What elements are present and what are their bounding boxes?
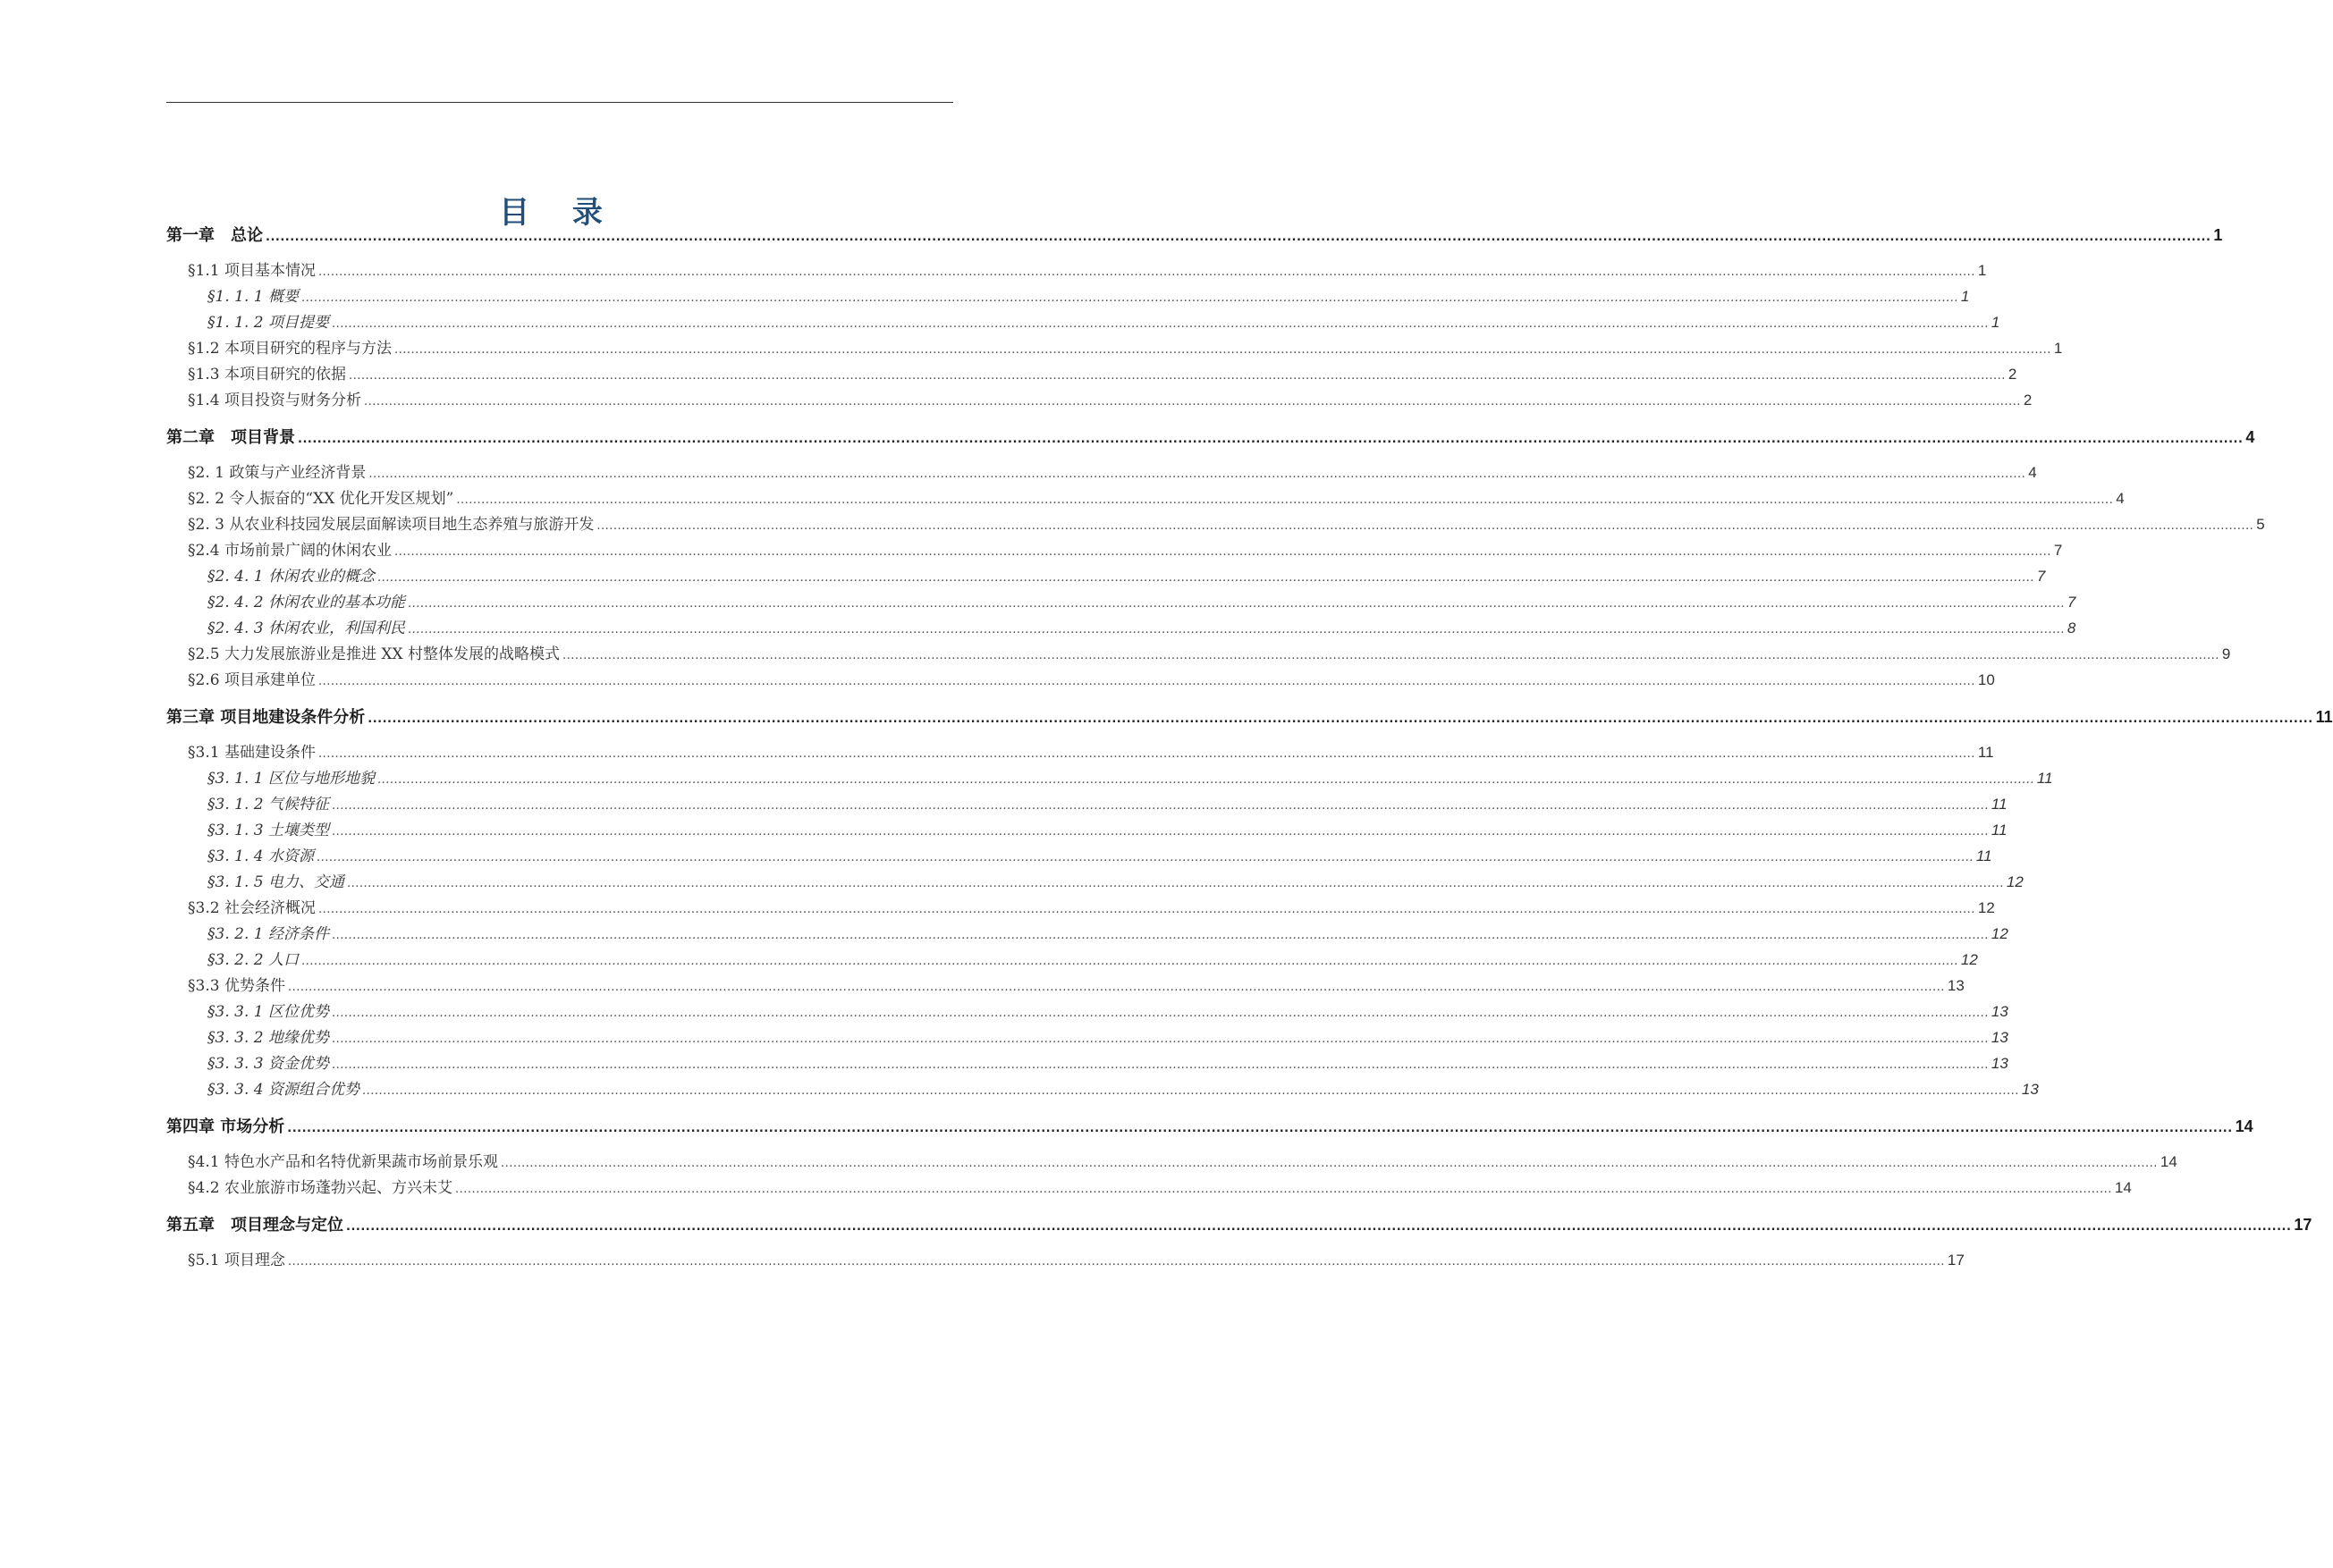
toc-chapter-entry[interactable] xyxy=(166,224,2223,246)
dot-leader: ................................................................................................................................................................................................................................................................................................................................................................................................................ xyxy=(361,1084,2019,1098)
toc-page-number: 11 xyxy=(2036,770,2053,787)
toc-entry-text: §1. 1. 1 概要 xyxy=(207,288,299,306)
toc-section-entry[interactable] xyxy=(188,338,2063,359)
toc-page-number: 5 xyxy=(2256,516,2265,533)
toc-subsection-entry[interactable] xyxy=(207,1053,2008,1075)
toc-entry-text: 第一章 总论 xyxy=(166,226,263,245)
dot-leader: ................................................................................................................................................................................................................................................................................................................................................................................................................ xyxy=(368,712,2313,726)
toc-section-entry[interactable] xyxy=(188,1177,2132,1199)
toc-entry-text: §2. 1 政策与产业经济背景 xyxy=(188,464,367,482)
toc-entry-text: 第二章 项目背景 xyxy=(166,428,295,447)
toc-entry-text: §4.2 农业旅游市场蓬勃兴起、方兴未艾 xyxy=(188,1179,452,1197)
toc-subsection-entry[interactable] xyxy=(207,286,1970,308)
toc-entry-text: §3. 1. 5 电力、交通 xyxy=(207,873,344,891)
toc-entry-text: §2.5 大力发展旅游业是推进 XX 村整体发展的战略模式 xyxy=(188,645,560,663)
toc-subsection-entry[interactable] xyxy=(207,592,2076,613)
toc-page-number: 2 xyxy=(2008,366,2017,383)
toc-entry-text: §3. 1. 2 气候特征 xyxy=(207,796,329,814)
dot-leader: ................................................................................................................................................................................................................................................................................................................................................................................................................ xyxy=(287,981,1945,994)
dot-leader: ................................................................................................................................................................................................................................................................................................................................................................................................................ xyxy=(407,623,2065,636)
dot-leader: ................................................................................................................................................................................................................................................................................................................................................................................................................ xyxy=(346,877,2004,890)
toc-entry-text: §3. 3. 4 资源组合优势 xyxy=(207,1081,359,1099)
toc-section-entry[interactable] xyxy=(188,364,2017,385)
dot-leader: ................................................................................................................................................................................................................................................................................................................................................................................................................ xyxy=(298,433,2244,446)
toc-subsection-entry[interactable] xyxy=(207,949,1978,971)
toc-subsection-entry[interactable] xyxy=(207,794,2008,815)
dot-leader: ................................................................................................................................................................................................................................................................................................................................................................................................................ xyxy=(331,799,1989,813)
toc-page-number: 7 xyxy=(2053,542,2063,559)
toc-entry-text: §4.1 特色水产品和名特优新果蔬市场前景乐观 xyxy=(188,1153,498,1171)
toc-section-entry[interactable] xyxy=(188,975,1965,997)
toc-entry-text: §3. 3. 1 区位优势 xyxy=(207,1003,329,1021)
toc-page-number: 1 xyxy=(1960,288,1970,305)
dot-leader: ................................................................................................................................................................................................................................................................................................................................................................................................................ xyxy=(393,343,2051,357)
toc-section-entry[interactable] xyxy=(188,742,1994,763)
toc-entry-text: §2. 2 令人振奋的“XX 优化开发区规划” xyxy=(188,490,454,508)
dot-leader: ................................................................................................................................................................................................................................................................................................................................................................................................................ xyxy=(317,266,1975,279)
dot-leader: ................................................................................................................................................................................................................................................................................................................................................................................................................ xyxy=(331,929,1989,942)
toc-subsection-entry[interactable] xyxy=(207,1001,2008,1023)
toc-page-number: 17 xyxy=(2294,1216,2312,1234)
toc-entry-text: §3. 1. 3 土壤类型 xyxy=(207,822,329,839)
dot-leader: ................................................................................................................................................................................................................................................................................................................................................................................................................ xyxy=(317,903,1975,916)
toc-page-number: 11 xyxy=(1975,847,1992,864)
toc-entry-text: 第三章 项目地建设条件分析 xyxy=(166,708,366,727)
toc-page-number: 13 xyxy=(1991,1055,2008,1072)
dot-leader: ................................................................................................................................................................................................................................................................................................................................................................................................................ xyxy=(376,571,2034,585)
toc-page-number: 9 xyxy=(2221,645,2231,662)
toc-subsection-entry[interactable] xyxy=(207,618,2076,639)
toc-entry-text: §2. 3 从农业科技园发展层面解读项目地生态养殖与旅游开发 xyxy=(188,516,595,534)
toc-section-entry[interactable] xyxy=(188,462,2037,484)
toc-entry-text: §3. 2. 1 经济条件 xyxy=(207,925,329,943)
toc-subsection-entry[interactable] xyxy=(207,1027,2008,1049)
toc-page-number: 17 xyxy=(1947,1252,1965,1269)
dot-leader: ................................................................................................................................................................................................................................................................................................................................................................................................................ xyxy=(393,545,2051,559)
dot-leader: ................................................................................................................................................................................................................................................................................................................................................................................................................ xyxy=(596,519,2254,533)
toc-entry-text: §3. 1. 1 区位与地形地貌 xyxy=(207,770,375,788)
dot-leader: ................................................................................................................................................................................................................................................................................................................................................................................................................ xyxy=(331,825,1989,839)
toc-page-number: 4 xyxy=(2116,490,2125,507)
toc-subsection-entry[interactable] xyxy=(207,846,1992,867)
toc-entry-text: §3.3 优势条件 xyxy=(188,977,285,995)
dot-leader: ................................................................................................................................................................................................................................................................................................................................................................................................................ xyxy=(346,1220,2292,1234)
toc-entry-text: §1.3 本项目研究的依据 xyxy=(188,366,346,384)
toc-entry-text: §3. 1. 4 水资源 xyxy=(207,847,314,865)
dot-leader: ................................................................................................................................................................................................................................................................................................................................................................................................................ xyxy=(287,1122,2233,1135)
toc-page-number: 11 xyxy=(1991,796,2008,813)
toc-page-number: 12 xyxy=(1977,899,1995,916)
toc-entry-text: §3. 3. 3 资金优势 xyxy=(207,1055,329,1073)
toc-entry-text: §1. 1. 2 项目提要 xyxy=(207,314,329,332)
toc-subsection-entry[interactable] xyxy=(207,768,2053,789)
toc-entry-text: §1.4 项目投资与财务分析 xyxy=(188,392,361,409)
toc-page-number: 14 xyxy=(2114,1179,2132,1196)
toc-section-entry[interactable] xyxy=(188,670,1995,691)
toc-page-number: 7 xyxy=(2036,568,2046,585)
toc-section-entry[interactable] xyxy=(188,644,2231,665)
toc-page-number: 14 xyxy=(2235,1117,2253,1135)
toc-page-number: 2 xyxy=(2023,392,2033,409)
toc-entry-text: 第四章 市场分析 xyxy=(166,1117,285,1136)
toc-page-number: 1 xyxy=(2053,340,2063,357)
toc-section-entry[interactable] xyxy=(188,260,1987,282)
toc-subsection-entry[interactable] xyxy=(207,566,2046,587)
toc-entry-text: §2. 4. 2 休闲农业的基本功能 xyxy=(207,594,405,611)
toc-page-number: 13 xyxy=(1991,1029,2008,1046)
toc-entry-text: §1.2 本项目研究的程序与方法 xyxy=(188,340,392,358)
toc-subsection-entry[interactable] xyxy=(207,872,2024,893)
dot-leader: ................................................................................................................................................................................................................................................................................................................................................................................................................ xyxy=(331,1033,1989,1046)
toc-page-number: 12 xyxy=(1991,925,2008,942)
dot-leader: ................................................................................................................................................................................................................................................................................................................................................................................................................ xyxy=(266,231,2211,244)
toc-page-number: 12 xyxy=(1960,951,1978,968)
toc-page-number: 4 xyxy=(2245,428,2255,446)
toc-subsection-entry[interactable] xyxy=(207,820,2008,841)
toc-subsection-entry[interactable] xyxy=(207,312,2000,333)
dot-leader: ................................................................................................................................................................................................................................................................................................................................................................................................................ xyxy=(287,1255,1945,1269)
dot-leader: ................................................................................................................................................................................................................................................................................................................................................................................................................ xyxy=(300,955,1958,968)
dot-leader: ................................................................................................................................................................................................................................................................................................................................................................................................................ xyxy=(331,1007,1989,1020)
dot-leader: ................................................................................................................................................................................................................................................................................................................................................................................................................ xyxy=(317,747,1975,761)
toc-section-entry[interactable] xyxy=(188,514,2265,535)
dot-leader: ................................................................................................................................................................................................................................................................................................................................................................................................................ xyxy=(331,1058,1989,1072)
toc-subsection-entry[interactable] xyxy=(207,923,2008,945)
toc-section-entry[interactable] xyxy=(188,1250,1965,1271)
toc-chapter-entry[interactable] xyxy=(166,706,2333,728)
dot-leader: ................................................................................................................................................................................................................................................................................................................................................................................................................ xyxy=(348,369,2006,383)
toc-page-number: 4 xyxy=(2028,464,2037,481)
dot-leader: ................................................................................................................................................................................................................................................................................................................................................................................................................ xyxy=(454,1183,2112,1196)
toc-section-entry[interactable] xyxy=(188,898,1995,919)
toc-entry-text: §2.4 市场前景广阔的休闲农业 xyxy=(188,542,392,560)
toc-page-number: 1 xyxy=(1991,314,2000,331)
dot-leader: ................................................................................................................................................................................................................................................................................................................................................................................................................ xyxy=(300,291,1958,305)
toc-entry-text: §1.1 项目基本情况 xyxy=(188,262,316,280)
toc-section-entry[interactable] xyxy=(188,488,2125,510)
toc-subsection-entry[interactable] xyxy=(207,1079,2039,1100)
toc-entry-text: §3.2 社会经济概况 xyxy=(188,899,316,917)
dot-leader: ................................................................................................................................................................................................................................................................................................................................................................................................................ xyxy=(316,851,1974,864)
toc-page-number: 13 xyxy=(2021,1081,2039,1098)
toc-entry-text: §2. 4. 1 休闲农业的概念 xyxy=(207,568,375,586)
toc-section-entry[interactable] xyxy=(188,390,2033,411)
toc-entry-text: §2.6 项目承建单位 xyxy=(188,671,316,689)
toc-page-number: 7 xyxy=(2067,594,2076,611)
toc-page-number: 1 xyxy=(2213,226,2223,244)
toc-section-entry[interactable] xyxy=(188,540,2063,561)
dot-leader: ................................................................................................................................................................................................................................................................................................................................................................................................................ xyxy=(407,597,2065,611)
toc-entry-text: §3. 2. 2 人口 xyxy=(207,951,299,969)
toc-page-number: 12 xyxy=(2006,873,2024,890)
toc-section-entry[interactable] xyxy=(188,1151,2177,1173)
dot-leader: ................................................................................................................................................................................................................................................................................................................................................................................................................ xyxy=(317,675,1975,688)
toc-page-number: 1 xyxy=(1977,262,1987,279)
toc-page-number: 8 xyxy=(2067,620,2076,636)
toc-entry-text: §2. 4. 3 休闲农业，利国利民 xyxy=(207,620,405,637)
toc-page-number: 11 xyxy=(2315,708,2333,726)
toc-page-number: 11 xyxy=(1991,822,2008,839)
toc-page-number: 10 xyxy=(1977,671,1995,688)
toc-chapter-entry[interactable] xyxy=(166,1214,2312,1235)
toc-entry-text: 第五章 项目理念与定位 xyxy=(166,1216,343,1235)
dot-leader: ................................................................................................................................................................................................................................................................................................................................................................................................................ xyxy=(331,317,1989,331)
toc-chapter-entry[interactable] xyxy=(166,1116,2253,1137)
toc-entry-text: §3.1 基础建设条件 xyxy=(188,744,316,762)
toc-page-number: 11 xyxy=(1977,744,1994,761)
dot-leader: ................................................................................................................................................................................................................................................................................................................................................................................................................ xyxy=(363,395,2021,409)
dot-leader: ................................................................................................................................................................................................................................................................................................................................................................................................................ xyxy=(368,468,2026,481)
toc-chapter-entry[interactable] xyxy=(166,426,2255,448)
dot-leader: ................................................................................................................................................................................................................................................................................................................................................................................................................ xyxy=(500,1157,2158,1170)
toc-page-number: 14 xyxy=(2160,1153,2177,1170)
dot-leader: ................................................................................................................................................................................................................................................................................................................................................................................................................ xyxy=(562,649,2219,662)
dot-leader: ................................................................................................................................................................................................................................................................................................................................................................................................................ xyxy=(376,773,2034,787)
toc-page-number: 13 xyxy=(1991,1003,2008,1020)
toc-entry-text: §3. 3. 2 地缘优势 xyxy=(207,1029,329,1047)
toc-page-number: 13 xyxy=(1947,977,1965,994)
toc-entry-text: §5.1 项目理念 xyxy=(188,1252,285,1269)
toc-title: 目 录 xyxy=(499,195,619,231)
dot-leader: ................................................................................................................................................................................................................................................................................................................................................................................................................ xyxy=(456,493,2114,507)
